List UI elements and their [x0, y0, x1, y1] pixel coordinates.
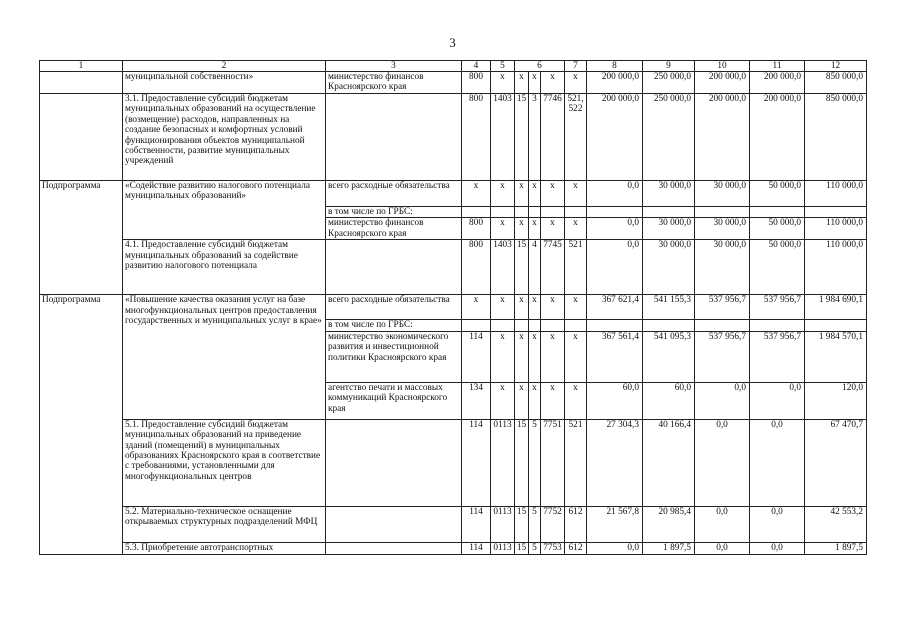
- cell-amount-8: 0,0: [587, 240, 643, 295]
- cell-grbs: агентство печати и массовых коммуникаций Красноярского края: [326, 382, 462, 419]
- cell-csr-subprogram: х: [529, 382, 541, 419]
- cell-amount-11: 50 000,0: [750, 240, 805, 295]
- cell-name: «Повышение качества оказания услуг на базе многофункциональных центров предоставления государственных и муниципальных услуг в крае»: [123, 295, 326, 419]
- cell-amount-10: 30 000,0: [695, 181, 750, 207]
- cell-grbs-code: 800: [462, 72, 491, 94]
- cell-amount-11: 200 000,0: [750, 94, 805, 181]
- column-number: 9: [643, 61, 695, 72]
- column-number: 6: [515, 61, 565, 72]
- column-number: 5: [491, 61, 515, 72]
- table-row: [40, 181, 867, 207]
- column-number: 4: [462, 61, 491, 72]
- cell-amount-10: 0,0: [695, 419, 750, 506]
- cell-amount-11: 50 000,0: [750, 218, 805, 240]
- cell-csr-program: 15: [515, 506, 529, 542]
- cell-amount-9: 250 000,0: [643, 72, 695, 94]
- table-row: [40, 240, 867, 295]
- cell-csr-code: х: [541, 218, 565, 240]
- cell-amount-10: 537 956,7: [695, 331, 750, 382]
- cell-rzpr: х: [491, 181, 515, 207]
- cell-csr-subprogram: 3: [529, 94, 541, 181]
- cell-rzpr: х: [491, 382, 515, 419]
- cell-amount-11: 0,0: [750, 419, 805, 506]
- cell-vr: х: [565, 181, 587, 207]
- cell-amount-9: 250 000,0: [643, 94, 695, 181]
- cell-amount-12: 850 000,0: [805, 94, 867, 181]
- cell-amount-12: 1 984 690,1: [805, 295, 867, 320]
- cell-status: Подпрограмма: [40, 295, 123, 554]
- cell-csr-program: х: [515, 218, 529, 240]
- cell-status: [40, 94, 123, 181]
- cell-csr-subprogram: 5: [529, 506, 541, 542]
- cell-vr: х: [565, 295, 587, 320]
- cell-grbs: всего расходные обязательства: [326, 181, 462, 207]
- cell-amount-8: 367 621,4: [587, 295, 643, 320]
- cell-vr: 521: [565, 419, 587, 506]
- cell-amount-8: 367 561,4: [587, 331, 643, 382]
- cell-csr-subprogram: 5: [529, 542, 541, 554]
- table-row: [40, 419, 867, 506]
- cell-amount-9: 40 166,4: [643, 419, 695, 506]
- cell-grbs: министерство финансов Красноярского края: [326, 218, 462, 240]
- cell-csr-code: х: [541, 331, 565, 382]
- cell-vr: х: [565, 72, 587, 94]
- cell-csr-code: 7752: [541, 506, 565, 542]
- cell-amount-12: 120,0: [805, 382, 867, 419]
- cell-rzpr: х: [491, 72, 515, 94]
- table-row: [40, 72, 867, 94]
- cell-rzpr: х: [491, 331, 515, 382]
- cell-vr: 612: [565, 542, 587, 554]
- cell-vr: х: [565, 382, 587, 419]
- cell-csr-code: 7753: [541, 542, 565, 554]
- cell-amount-11: 0,0: [750, 506, 805, 542]
- cell-name: 5.3. Приобретение автотранспортных: [123, 542, 326, 554]
- cell-amount-8: 0,0: [587, 181, 643, 207]
- cell-amount-12: 110 000,0: [805, 218, 867, 240]
- cell-csr-subprogram: х: [529, 331, 541, 382]
- cell-name: 5.2. Материально-техническое оснащение открываемых структурных подразделений МФЦ: [123, 506, 326, 542]
- cell-amount-9: 541 155,3: [643, 295, 695, 320]
- column-number: 7: [565, 61, 587, 72]
- cell-amount-10: 200 000,0: [695, 72, 750, 94]
- column-number: 1: [40, 61, 123, 72]
- cell-amount-10: 30 000,0: [695, 240, 750, 295]
- cell-grbs-code: 800: [462, 218, 491, 240]
- cell-rzpr: 0113: [491, 542, 515, 554]
- cell-amount-11: 0,0: [750, 542, 805, 554]
- cell-amount-9: 1 897,5: [643, 542, 695, 554]
- cell-rzpr: 0113: [491, 506, 515, 542]
- cell-vr: 521: [565, 240, 587, 295]
- cell-csr-code: 7751: [541, 419, 565, 506]
- column-number-row: [40, 61, 867, 72]
- table-row: [40, 506, 867, 542]
- cell-grbs: министерство экономического развития и инвестиционной политики Красноярского края: [326, 331, 462, 382]
- cell-vr: х: [565, 218, 587, 240]
- cell-csr-subprogram: х: [529, 72, 541, 94]
- column-number: 8: [587, 61, 643, 72]
- cell-grbs-code: 134: [462, 382, 491, 419]
- cell-name: 5.1. Предоставление субсидий бюджетам муниципальных образований на приведение зданий (помещений) в муниципальных образованиях Красноярского края в соответствие с требованиями, установленными для многофункциональных центров: [123, 419, 326, 506]
- cell-csr-code: х: [541, 295, 565, 320]
- cell-amount-11: 200 000,0: [750, 72, 805, 94]
- cell-csr-code: х: [541, 72, 565, 94]
- cell-csr-program: х: [515, 295, 529, 320]
- cell-csr-code: х: [541, 382, 565, 419]
- cell-csr-program: х: [515, 382, 529, 419]
- cell-grbs-code: 114: [462, 331, 491, 382]
- cell-status: [40, 72, 123, 94]
- cell-amount-12: 110 000,0: [805, 181, 867, 207]
- cell-amount-10: 537 956,7: [695, 295, 750, 320]
- cell-amount-12: 42 553,2: [805, 506, 867, 542]
- cell-grbs: министерство финансов Красноярского края: [326, 72, 462, 94]
- cell-csr-code: 7745: [541, 240, 565, 295]
- cell-csr-program: 15: [515, 419, 529, 506]
- cell-grbs: в том числе по ГРБС:: [326, 207, 462, 218]
- cell-grbs: [326, 419, 462, 506]
- cell-amount-8: 200 000,0: [587, 72, 643, 94]
- cell-amount-12: 67 470,7: [805, 419, 867, 506]
- cell-grbs-code: 114: [462, 419, 491, 506]
- cell-rzpr: х: [491, 218, 515, 240]
- cell-name: «Содействие развитию налогового потенциала муниципальных образований»: [123, 181, 326, 240]
- column-number: 11: [750, 61, 805, 72]
- cell-csr-subprogram: х: [529, 295, 541, 320]
- cell-amount-11: 537 956,7: [750, 331, 805, 382]
- cell-amount-8: 21 567,8: [587, 506, 643, 542]
- cell-amount-9: 30 000,0: [643, 240, 695, 295]
- cell-amount-11: 50 000,0: [750, 181, 805, 207]
- cell-amount-9: 541 095,3: [643, 331, 695, 382]
- cell-csr-subprogram: 5: [529, 419, 541, 506]
- cell-amount-11: 0,0: [750, 382, 805, 419]
- cell-grbs: [326, 240, 462, 295]
- cell-csr-code: х: [541, 181, 565, 207]
- cell-csr-subprogram: х: [529, 181, 541, 207]
- cell-csr-program: х: [515, 181, 529, 207]
- table-row: [40, 542, 867, 554]
- cell-grbs-code: 114: [462, 542, 491, 554]
- cell-amount-9: 30 000,0: [643, 218, 695, 240]
- cell-rzpr: 0113: [491, 419, 515, 506]
- column-number: 3: [326, 61, 462, 72]
- cell-amount-10: 200 000,0: [695, 94, 750, 181]
- cell-vr: 612: [565, 506, 587, 542]
- column-number: 12: [805, 61, 867, 72]
- cell-grbs-code: 800: [462, 240, 491, 295]
- cell-amount-8: 0,0: [587, 218, 643, 240]
- cell-grbs-code: 800: [462, 94, 491, 181]
- cell-grbs: [326, 506, 462, 542]
- cell-amount-12: 1 897,5: [805, 542, 867, 554]
- cell-grbs-code: 114: [462, 506, 491, 542]
- cell-amount-12: 1 984 570,1: [805, 331, 867, 382]
- budget-table: [39, 60, 867, 555]
- cell-amount-8: 27 304,3: [587, 419, 643, 506]
- cell-name: 4.1. Предоставление субсидий бюджетам муниципальных образований за содействие развитию налогового потенциала: [123, 240, 326, 295]
- cell-name: муниципальной собственности»: [123, 72, 326, 94]
- cell-amount-10: 0,0: [695, 506, 750, 542]
- cell-csr-program: х: [515, 331, 529, 382]
- cell-csr-program: 15: [515, 94, 529, 181]
- table-row: [40, 94, 867, 181]
- cell-rzpr: 1403: [491, 94, 515, 181]
- cell-amount-12: 850 000,0: [805, 72, 867, 94]
- cell-rzpr: х: [491, 295, 515, 320]
- page-number: 3: [449, 35, 456, 50]
- cell-csr-program: 15: [515, 240, 529, 295]
- cell-amount-9: 20 985,4: [643, 506, 695, 542]
- cell-grbs: в том числе по ГРБС:: [326, 320, 462, 331]
- cell-csr-subprogram: 4: [529, 240, 541, 295]
- cell-amount-12: 110 000,0: [805, 240, 867, 295]
- cell-grbs-code: х: [462, 181, 491, 207]
- cell-vr: х: [565, 331, 587, 382]
- cell-amount-10: 0,0: [695, 382, 750, 419]
- column-number: 2: [123, 61, 326, 72]
- cell-amount-11: 537 956,7: [750, 295, 805, 320]
- cell-csr-program: х: [515, 72, 529, 94]
- table-row: [40, 295, 867, 320]
- cell-grbs: всего расходные обязательства: [326, 295, 462, 320]
- cell-grbs: [326, 542, 462, 554]
- cell-grbs: [326, 94, 462, 181]
- cell-csr-subprogram: х: [529, 218, 541, 240]
- cell-amount-9: 30 000,0: [643, 181, 695, 207]
- cell-name: 3.1. Предоставление субсидий бюджетам муниципальных образований на осуществление (возмещение) расходов, направленных на создание безопасных и комфортных условий функционирования объектов муниципальной собственности, развитие муниципальных учреждений: [123, 94, 326, 181]
- cell-grbs-code: х: [462, 295, 491, 320]
- cell-amount-9: 60,0: [643, 382, 695, 419]
- cell-amount-8: 0,0: [587, 542, 643, 554]
- column-number: 10: [695, 61, 750, 72]
- cell-amount-10: 30 000,0: [695, 218, 750, 240]
- cell-amount-10: 0,0: [695, 542, 750, 554]
- cell-amount-8: 60,0: [587, 382, 643, 419]
- cell-csr-code: 7746: [541, 94, 565, 181]
- cell-vr: 521, 522: [565, 94, 587, 181]
- cell-rzpr: 1403: [491, 240, 515, 295]
- cell-status: Подпрограмма: [40, 181, 123, 295]
- cell-csr-program: 15: [515, 542, 529, 554]
- cell-amount-8: 200 000,0: [587, 94, 643, 181]
